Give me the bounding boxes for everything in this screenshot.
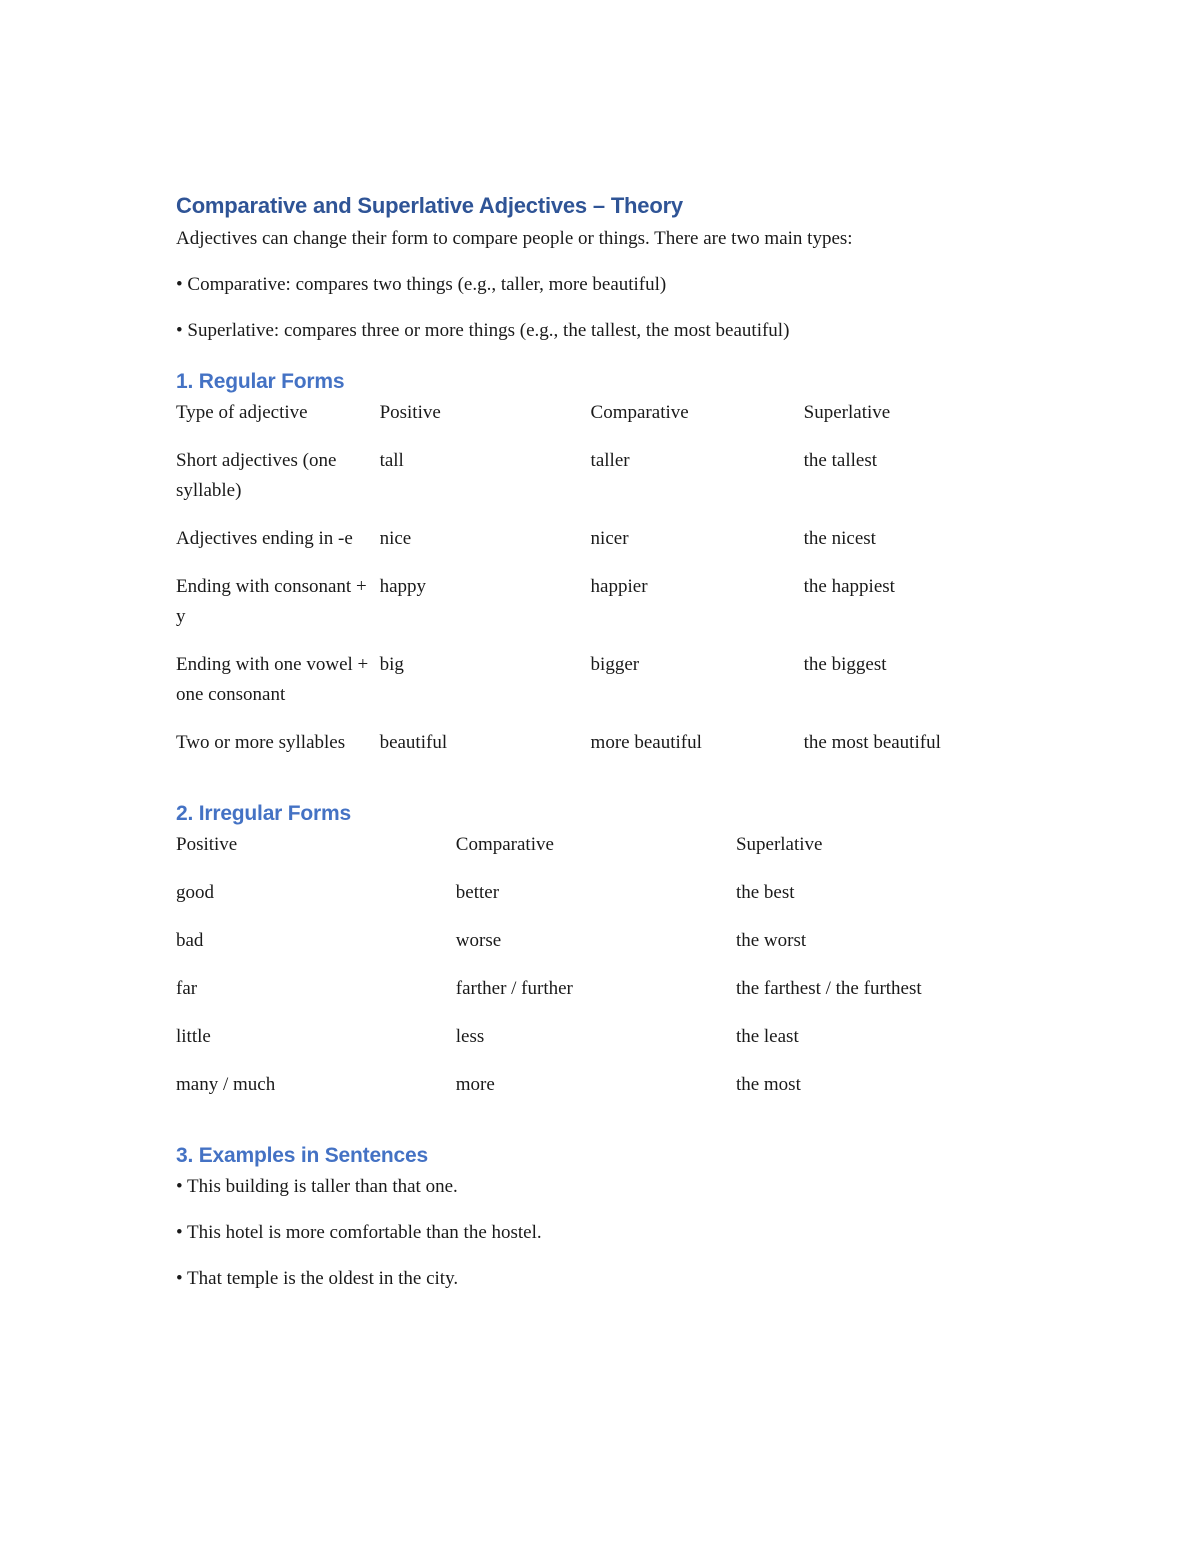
table-cell: Ending with consonant + y	[176, 576, 367, 627]
table-cell: good	[176, 882, 214, 903]
table-row	[176, 428, 1016, 506]
table-cell: the most beautiful	[803, 732, 941, 753]
irregular-forms-table	[176, 830, 1016, 1100]
type-superlative-bullet: • Superlative: compares three or more things (e.g., the tallest, the most beautiful)	[176, 320, 790, 341]
table-cell: the tallest	[803, 450, 877, 471]
table-cell: nice	[379, 528, 412, 549]
header-cell: Positive	[379, 402, 441, 423]
table-row	[176, 860, 1016, 908]
table-cell: farther / further	[455, 978, 573, 999]
table-cell: big	[379, 654, 404, 675]
table-cell: the worst	[735, 930, 807, 951]
example-sentence: • That temple is the oldest in the city.	[176, 1268, 459, 1289]
table-cell: far	[176, 978, 198, 999]
header-cell: Positive	[176, 834, 238, 855]
header-cell: Superlative	[803, 402, 891, 423]
table-row	[176, 908, 1016, 956]
header-cell: Comparative	[590, 402, 689, 423]
table-cell: less	[455, 1026, 485, 1047]
table-cell: the nicest	[803, 528, 876, 549]
table-cell: bigger	[590, 654, 640, 675]
table-cell: better	[455, 882, 500, 903]
table-row	[176, 1052, 1016, 1100]
table-cell: Two or more syllables	[176, 732, 346, 753]
header-cell: Comparative	[455, 834, 554, 855]
examples-heading: 3. Examples in Sentences	[176, 1144, 428, 1167]
regular-forms-heading: 1. Regular Forms	[176, 370, 345, 393]
table-cell: the happiest	[803, 576, 895, 597]
header-cell: Type of adjective	[176, 402, 308, 423]
table-cell: more	[455, 1074, 495, 1095]
type-comparative-bullet: • Comparative: compares two things (e.g., taller, more beautiful)	[176, 274, 667, 295]
document-page	[176, 190, 1016, 1294]
table-row	[176, 1004, 1016, 1052]
table-cell: taller	[590, 450, 630, 471]
table-cell: more beautiful	[590, 732, 702, 753]
table-cell: beautiful	[379, 732, 448, 753]
table-cell: the farthest / the furthest	[735, 978, 922, 999]
table-cell: Adjectives ending in -e	[176, 528, 353, 549]
table-cell: little	[176, 1026, 211, 1047]
table-row	[176, 710, 1016, 758]
table-row	[176, 956, 1016, 1004]
table-cell: many / much	[176, 1074, 276, 1095]
regular-forms-table	[176, 398, 1016, 758]
table-cell: Ending with one vowel + one consonant	[176, 654, 369, 705]
table-row	[176, 632, 1016, 710]
table-cell: nicer	[590, 528, 629, 549]
header-cell: Superlative	[735, 834, 823, 855]
table-cell: the best	[735, 882, 795, 903]
table-cell: bad	[176, 930, 204, 951]
document-title: Comparative and Superlative Adjectives – Theory	[176, 193, 683, 218]
intro-paragraph: Adjectives can change their form to compare people or things. There are two main types:	[176, 228, 853, 249]
table-cell: the biggest	[803, 654, 887, 675]
table-cell: Short adjectives (one syllable)	[176, 450, 337, 501]
table-cell: the least	[735, 1026, 799, 1047]
example-sentence: • This building is taller than that one.	[176, 1176, 458, 1197]
table-cell: happy	[379, 576, 426, 597]
table-cell: the most	[735, 1074, 801, 1095]
example-sentence: • This hotel is more comfortable than the hostel.	[176, 1222, 542, 1243]
table-row	[176, 554, 1016, 632]
table-cell: tall	[379, 450, 404, 471]
table-row	[176, 506, 1016, 554]
table-cell: happier	[590, 576, 648, 597]
table-cell: worse	[455, 930, 502, 951]
irregular-forms-heading: 2. Irregular Forms	[176, 802, 351, 825]
table-header-row	[176, 830, 1016, 860]
table-header-row	[176, 398, 1016, 428]
